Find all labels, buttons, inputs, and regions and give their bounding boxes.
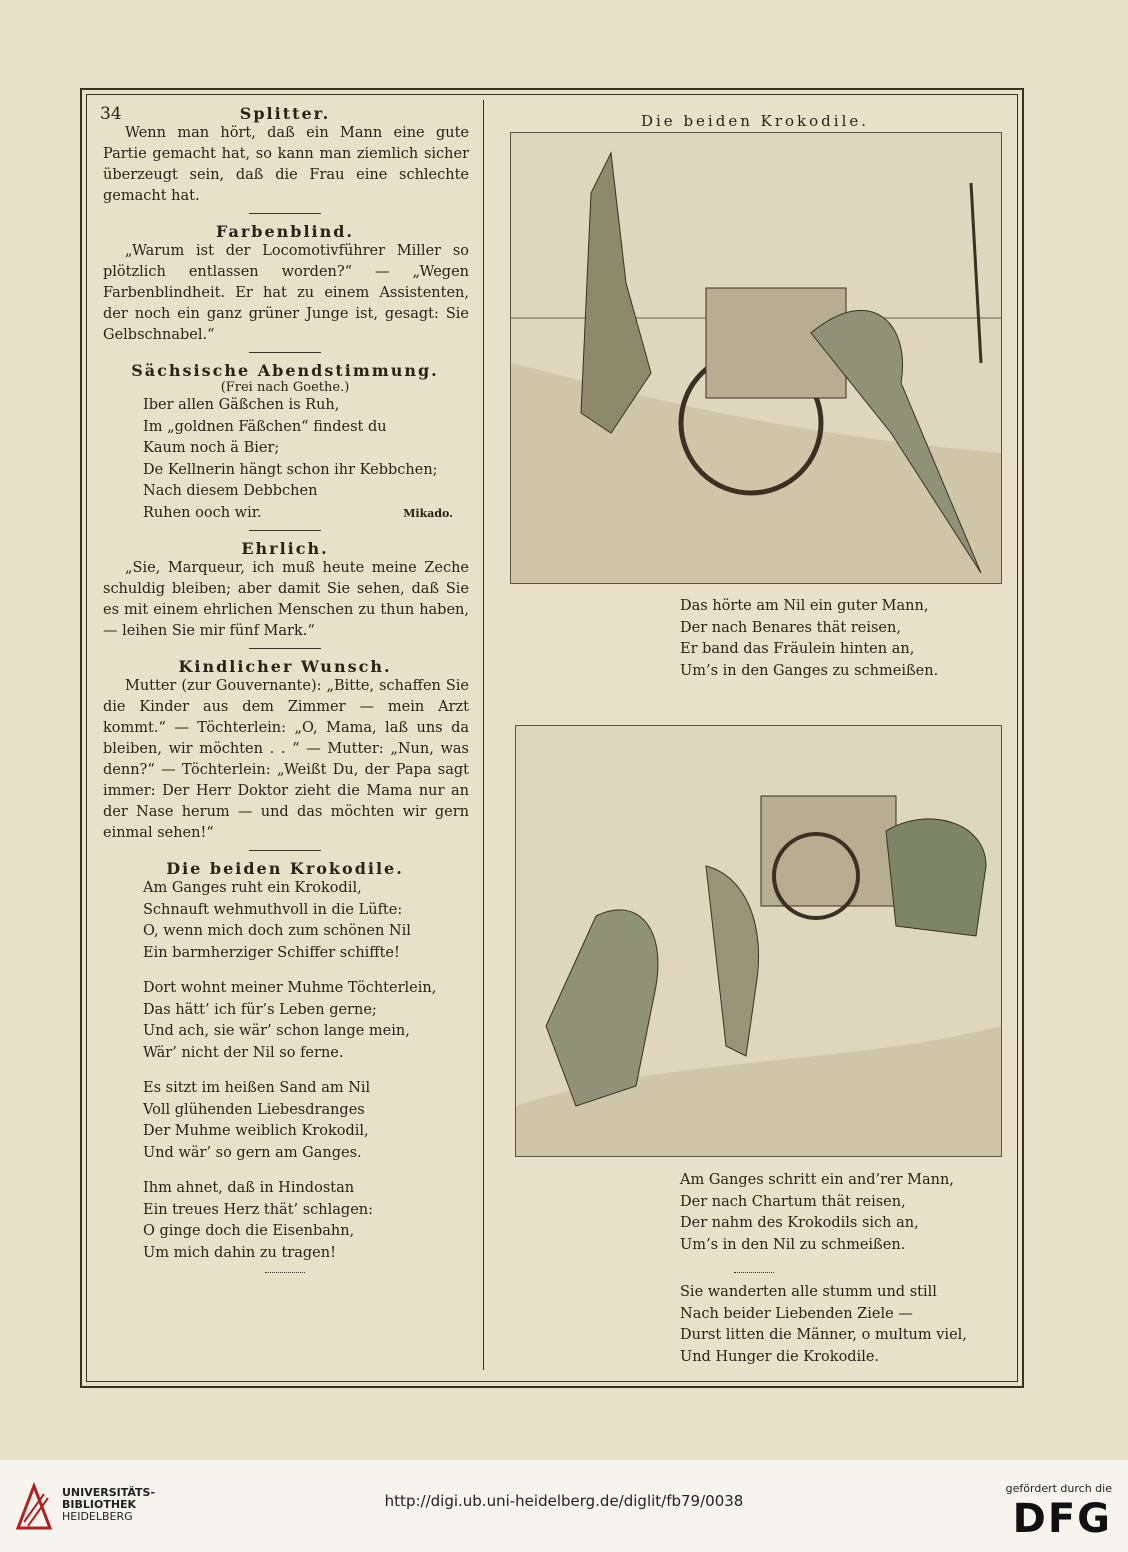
illustration-giraffe-cart — [510, 132, 1002, 584]
abendstimmung-verse — [143, 395, 475, 524]
left-column — [95, 104, 475, 1277]
verse-line: Der nahm des Krokodils sich an, — [680, 1215, 919, 1231]
farbenblind-title: Farbenblind. — [215, 222, 354, 241]
krokodile-title: Die beiden Krokodile. — [166, 859, 404, 878]
kindlicher-title: Kindlicher Wunsch. — [178, 657, 392, 676]
end-ornament — [265, 1268, 305, 1273]
krokodile-stanza-2 — [143, 978, 475, 1064]
right-stanza-3 — [680, 1282, 967, 1368]
verse-line: Wär’ nicht der Nil so ferne. — [143, 1044, 344, 1061]
splitter-text: Wenn man hört, daß ein Mann eine gute Partie gemacht hat, so kann man ziemlich sicher überzeugt sein, daß die Frau eine schlechte gemacht hat. — [103, 125, 469, 204]
verse-line: Durst litten die Männer, o multum viel, — [680, 1327, 967, 1343]
verse-line: Es sitzt im heißen Sand am Nil — [143, 1080, 371, 1096]
abendstimmung-subtitle: (Frei nach Goethe.) — [220, 380, 350, 395]
right-ornament — [734, 1268, 774, 1273]
verse-line: Das hätt’ ich für’s Leben gerne; — [143, 1001, 377, 1018]
verse-line: Dort wohnt meiner Muhme Töchterlein, — [143, 980, 437, 996]
verse-line: Um’s in den Nil zu schmeißen. — [680, 1236, 906, 1253]
right-stanza-1 — [680, 596, 938, 682]
krokodile-stanza-1 — [143, 878, 475, 964]
section-rule — [249, 352, 321, 353]
ehrlich-text: „Sie, Marqueur, ich muß heute meine Zeche schuldig bleiben; aber damit Sie sehen, daß Sie es mit einem ehrlichen Menschen zu thun haben, — leihen Sie mir fünf Mark.“ — [103, 560, 469, 639]
verse-line: Der nach Benares thät reisen, — [680, 619, 901, 636]
funded-by-text: gefördert durch die — [1005, 1482, 1112, 1495]
library-line-3: HEIDELBERG — [62, 1510, 133, 1523]
verse-line: Iber allen Gäßchen is Ruh, — [143, 397, 340, 413]
column-divider — [483, 100, 484, 1370]
dfg-logo: DFG — [1012, 1496, 1112, 1542]
library-line-2: BIBLIOTHEK — [62, 1498, 137, 1511]
verse-line: Nach diesem Debbchen — [143, 483, 318, 499]
verse-line: Sie wanderten alle stumm und still — [680, 1284, 937, 1300]
verse-line: Der Muhme weiblich Krokodil, — [143, 1123, 369, 1139]
verse-line: Im „goldnen Fäßchen“ findest du — [143, 418, 387, 435]
verse-line — [143, 503, 475, 525]
verse-line: De Kellnerin hängt schon ihr Kebbchen; — [143, 461, 438, 478]
verse-line: Am Ganges ruht ein Krokodil, — [143, 880, 362, 896]
farbenblind-text: „Warum ist der Locomotivführer Miller so plötzlich entlassen worden?“ — „Wegen Farbenblindheit. Er hat zu einem Assistenten, der noch ein ganz grüner Junge ist, gesagt: Sie Gelbschnabel.“ — [103, 243, 469, 343]
verse-line: Schnauft wehmuthvoll in die Lüfte: — [143, 901, 403, 918]
verse-line: Das hörte am Nil ein guter Mann, — [680, 598, 929, 614]
verse-line: Voll glühenden Liebesdranges — [143, 1101, 365, 1118]
verse-line: Ein treues Herz thät’ schlagen: — [143, 1201, 374, 1218]
verse-line: Ein barmherziger Schiffer schiffte! — [143, 944, 400, 961]
right-column — [495, 104, 1015, 130]
krokodile-stanza-3 — [143, 1078, 475, 1164]
verse-line: Ihm ahnet, daß in Hindostan — [143, 1180, 355, 1196]
verse-line: Er band das Fräulein hinten an, — [680, 641, 915, 657]
verse-line: Nach beider Liebenden Ziele — — [680, 1305, 913, 1322]
section-rule — [249, 850, 321, 851]
splitter-title: Splitter. — [239, 104, 331, 123]
right-stanza-2 — [680, 1170, 954, 1256]
signature: Mikado. — [403, 506, 453, 520]
verse-line: O, wenn mich doch zum schönen Nil — [143, 923, 411, 939]
verse-line: Und ach, sie wär’ schon lange mein, — [143, 1023, 410, 1039]
source-url-link[interactable]: http://digi.ub.uni-heidelberg.de/diglit/fb79/0038 — [384, 1492, 744, 1510]
page-number: 34 — [100, 104, 122, 124]
verse-line: Um’s in den Ganges zu schmeißen. — [680, 662, 939, 679]
verse-line: Kaum noch ä Bier; — [143, 440, 280, 456]
illustration-elephant-cart — [515, 725, 1002, 1157]
krokodile-stanza-4 — [143, 1178, 475, 1264]
right-title: Die beiden Krokodile. — [640, 112, 870, 130]
verse-line: Und Hunger die Krokodile. — [680, 1348, 880, 1365]
library-line-1: UNIVERSITÄTS- — [62, 1486, 156, 1499]
ehrlich-title: Ehrlich. — [241, 539, 329, 558]
kindlicher-text: Mutter (zur Gouvernante): „Bitte, schaffen Sie die Kinder aus dem Zimmer — mein Arzt kommt.“ — Töchterlein: „O, Mama, laß uns da bleiben, wir möchten . . “ — Mutter: „Nun, was denn?“ — Töchterlein: „Weißt Du, der Papa sagt immer: Der Herr Doktor zieht die Mama nur an der Nase herum — und das möchten wir gern einmal sehen!“ — [103, 678, 469, 841]
verse-line: Am Ganges schritt ein and’rer Mann, — [680, 1172, 954, 1188]
verse-line: Und wär’ so gern am Ganges. — [143, 1144, 362, 1161]
section-rule — [249, 530, 321, 531]
verse-line: Um mich dahin zu tragen! — [143, 1244, 336, 1261]
section-rule — [249, 648, 321, 649]
verse-line-text: Ruhen ooch wir. — [143, 504, 262, 521]
verse-line: O ginge doch die Eisenbahn, — [143, 1223, 355, 1239]
abendstimmung-title: Sächsische Abendstimmung. — [131, 361, 439, 380]
verse-line: Der nach Chartum thät reisen, — [680, 1193, 906, 1210]
section-rule — [249, 213, 321, 214]
